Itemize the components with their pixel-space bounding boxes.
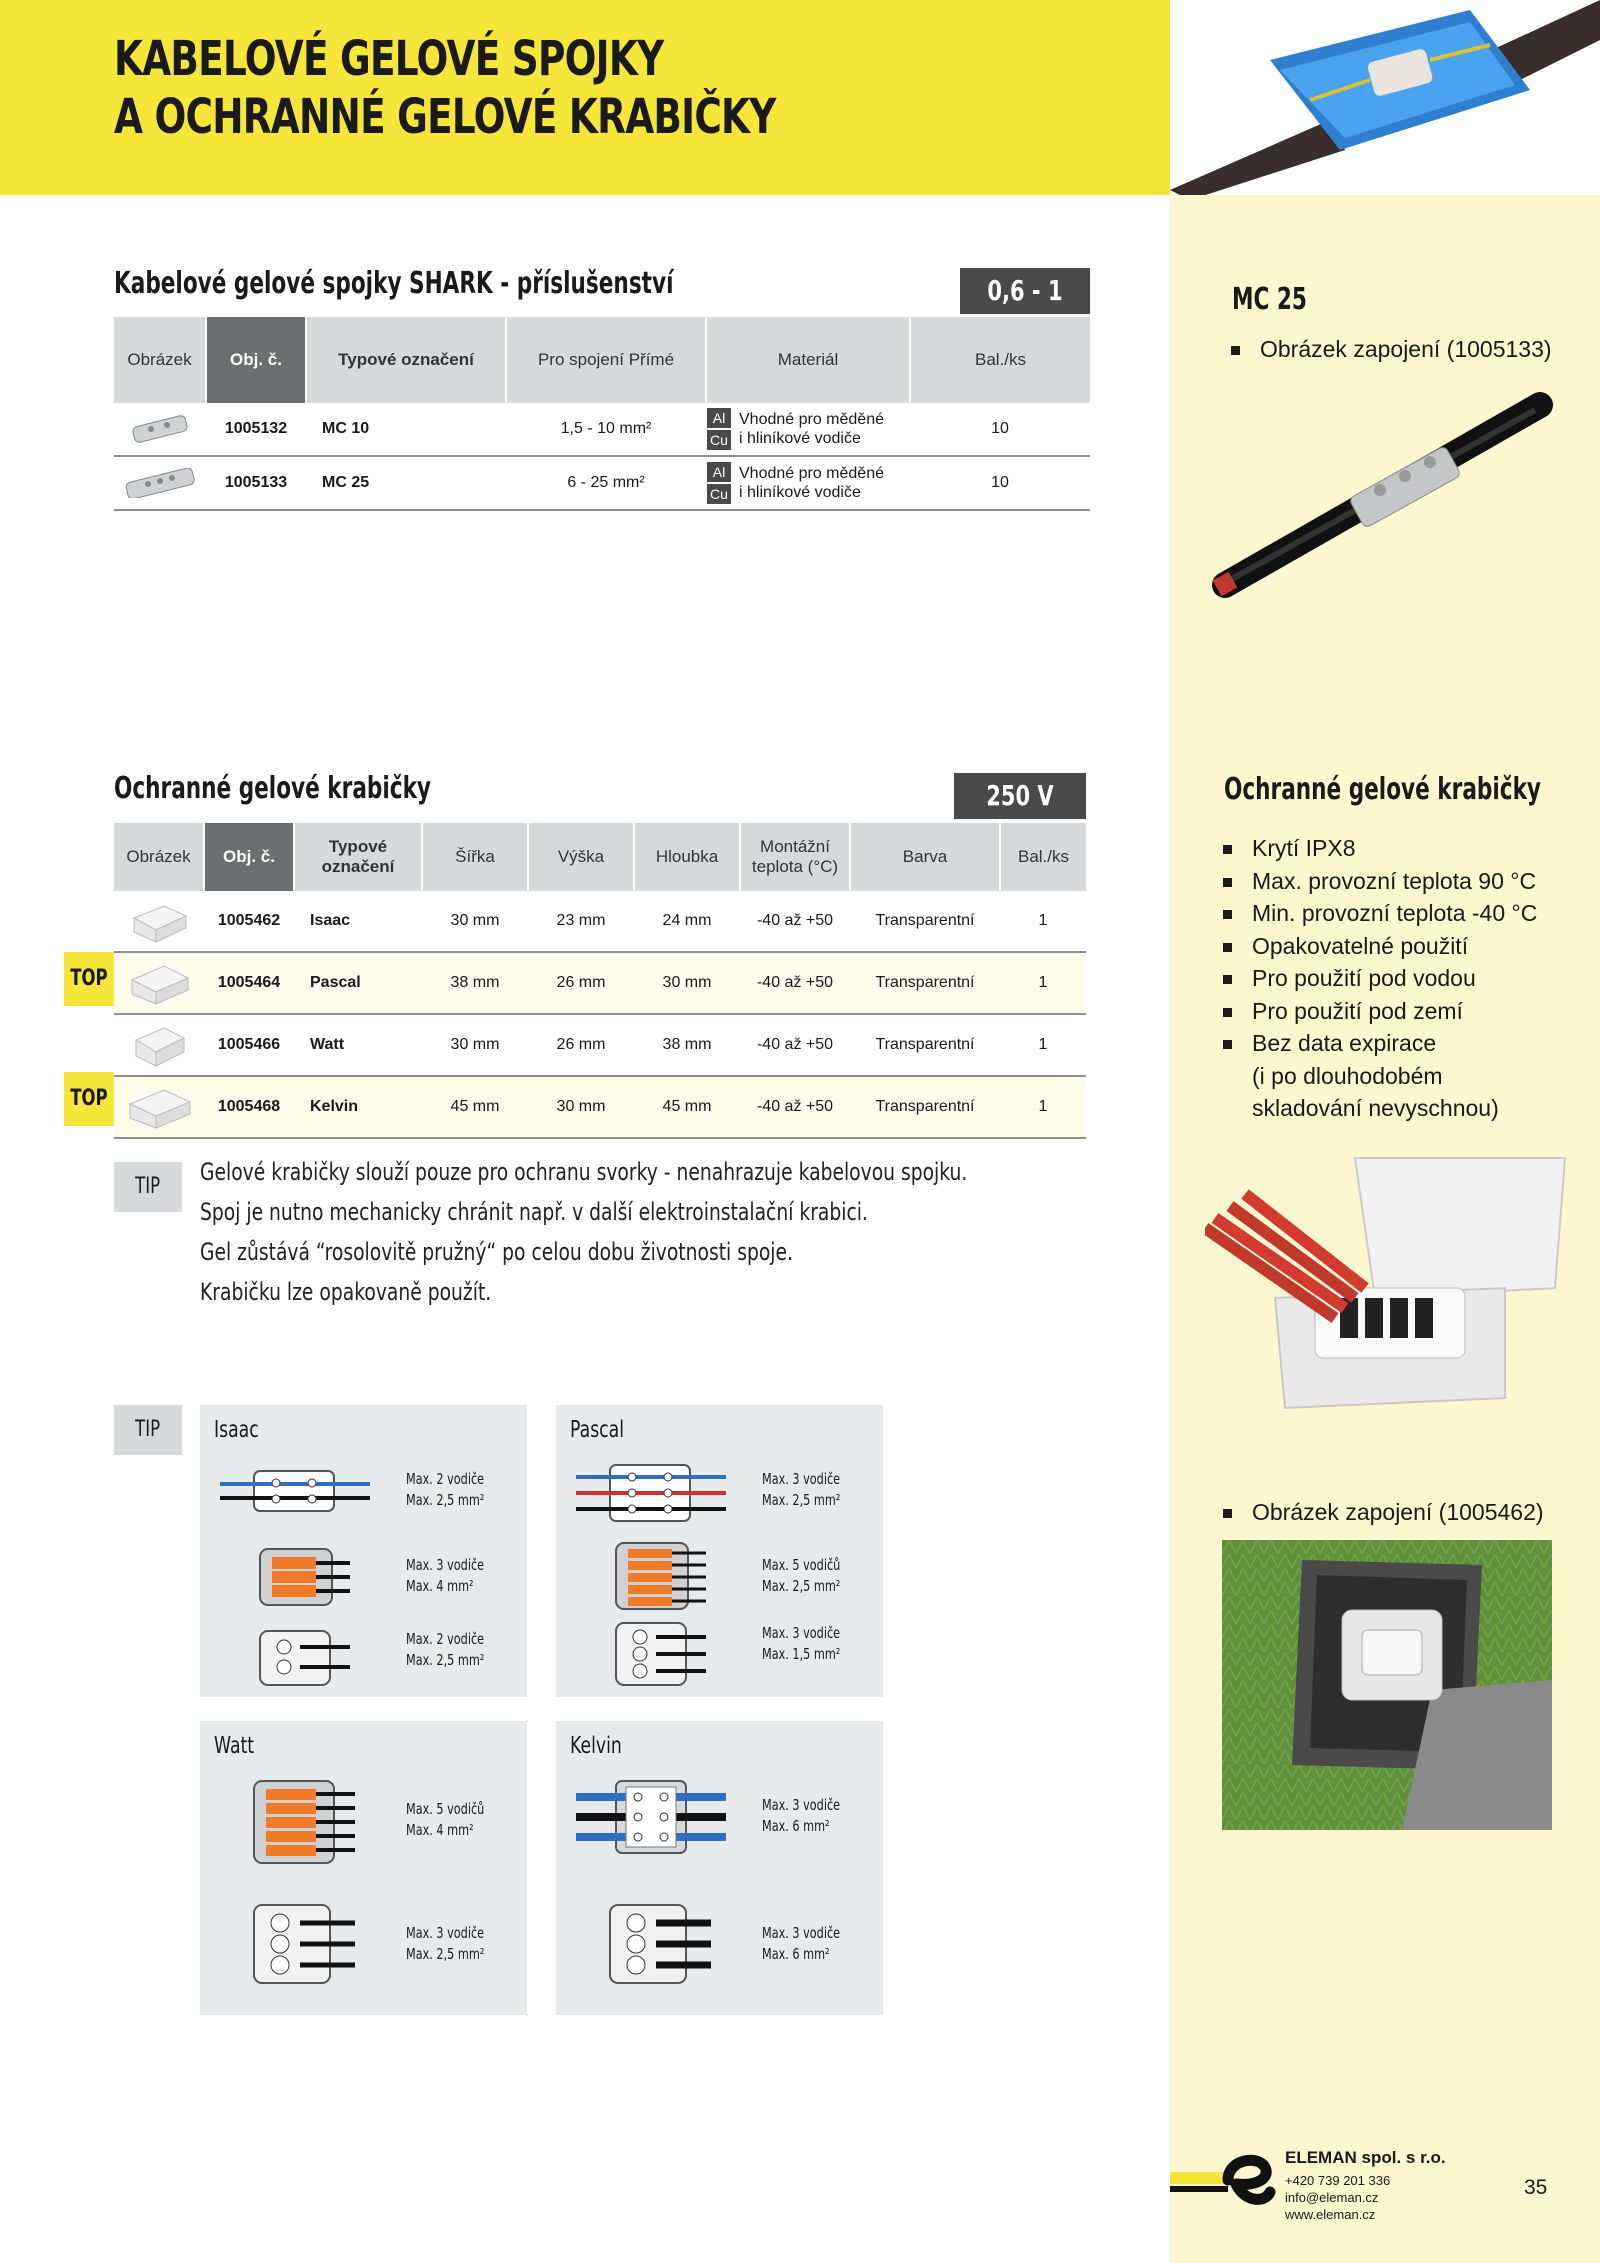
- col-header: Šířka: [422, 823, 528, 891]
- feature-item: Pro použití pod vodou: [1220, 962, 1537, 995]
- obj-number: 1005468: [204, 1076, 294, 1138]
- connector-3-wire-icon: [576, 1461, 726, 1525]
- width: 45 mm: [422, 1076, 528, 1138]
- range: 6 - 25 mm²: [506, 456, 706, 510]
- boxes-table: [114, 823, 1086, 1139]
- depth: 24 mm: [634, 891, 740, 952]
- wiring-option: [200, 1461, 527, 1541]
- sidebar-mc25-title: MC 25: [1232, 282, 1307, 317]
- temperature: -40 až +50: [740, 1014, 850, 1076]
- depth: 38 mm: [634, 1014, 740, 1076]
- al-badge: Al: [707, 408, 731, 428]
- temperature: -40 až +50: [740, 952, 850, 1014]
- panel-pascal: [556, 1405, 883, 1697]
- connector-3-wire-icon: [576, 1777, 726, 1857]
- sidebar-features-list: [1220, 832, 1537, 1125]
- tip-text: Gelové krabičky slouží pouze pro ochranu svorky - nenahrazuje kabelovou spojku. Spoj je nutno mechanicky chránit např. v další elektroinstalační krabici. Gel zůstává “rosolovitě pružný“ po celou dobu životnosti spoje. Krabičku lze opakovaně použít.: [200, 1158, 968, 1306]
- underground-installation-photo: [1222, 1540, 1552, 1830]
- wiring-caption: Max. 3 vodiče Max. 2,5 mm²: [762, 1470, 841, 1509]
- cu-badge: Cu: [707, 430, 731, 450]
- phone: +420 739 201 336: [1285, 2173, 1391, 2188]
- material: Al Cu Vhodné pro měděné i hliníkové vodiče: [706, 403, 910, 456]
- wiring-caption: Max. 5 vodičů Max. 2,5 mm²: [762, 1556, 841, 1595]
- pack: 10: [910, 456, 1090, 510]
- gel-box-icon: [124, 1020, 194, 1070]
- type-name: MC 25: [306, 456, 506, 510]
- mc25-connector-photo: [1210, 375, 1570, 605]
- table-header: [114, 317, 1090, 403]
- gel-box-photo: [1205, 1138, 1575, 1418]
- tip-label: TIP: [114, 1162, 182, 1212]
- type-name: Watt: [294, 1014, 422, 1076]
- gel-box-icon: [124, 958, 194, 1008]
- wiring-option: [556, 1621, 883, 1701]
- header-product-photo: [1170, 0, 1600, 195]
- pack: 1: [1000, 1014, 1086, 1076]
- depth: 30 mm: [634, 952, 740, 1014]
- col-header: Obrázek: [114, 823, 204, 891]
- type-name: Pascal: [294, 952, 422, 1014]
- col-header: Hloubka: [634, 823, 740, 891]
- product-thumb: [114, 952, 204, 1014]
- web-link[interactable]: www.eleman.cz: [1285, 2207, 1376, 2222]
- temperature: -40 až +50: [740, 1076, 850, 1138]
- panel-title: Pascal: [570, 1417, 625, 1443]
- wiring-option: [200, 1545, 527, 1625]
- table-row: [114, 952, 1086, 1014]
- obj-number: 1005462: [204, 891, 294, 952]
- feature-item: Opakovatelné použití: [1220, 930, 1537, 963]
- color: Transparentní: [850, 952, 1000, 1014]
- product-thumb: [114, 456, 206, 510]
- pack: 1: [1000, 891, 1086, 952]
- shark-voltage-badge: 0,6 - 1: [960, 268, 1090, 314]
- feature-item: Max. provozní teplota 90 °C: [1220, 865, 1537, 898]
- height: 23 mm: [528, 891, 634, 952]
- mc25-icon: [120, 468, 200, 498]
- col-header: Materiál: [706, 317, 910, 403]
- shark-table: [114, 317, 1090, 511]
- wiring-option: [200, 1627, 527, 1707]
- table-row: [114, 1076, 1086, 1138]
- tip-label: TIP: [114, 1405, 182, 1455]
- feature-item: Krytí IPX8: [1220, 832, 1537, 865]
- col-header: Bal./ks: [910, 317, 1090, 403]
- wiring-caption: Max. 2 vodiče Max. 2,5 mm²: [406, 1630, 485, 1669]
- height: 26 mm: [528, 1014, 634, 1076]
- feature-item-cont: (i po dlouhodobém: [1252, 1062, 1443, 1089]
- height: 30 mm: [528, 1076, 634, 1138]
- height: 26 mm: [528, 952, 634, 1014]
- material: Al Cu Vhodné pro měděné i hliníkové vodiče: [706, 456, 910, 510]
- type-name: MC 10: [306, 403, 506, 456]
- top-badge: TOP: [64, 1072, 114, 1126]
- table-row: [114, 1014, 1086, 1076]
- wiring-option: [556, 1777, 883, 1873]
- screw-connector-icon: [220, 1627, 370, 1689]
- pack: 10: [910, 403, 1090, 456]
- screw-connector-icon: [576, 1901, 726, 1987]
- feature-item: Bez data expirace: [1220, 1027, 1537, 1060]
- product-thumb: [114, 403, 206, 456]
- header-band: [0, 0, 1170, 195]
- color: Transparentní: [850, 891, 1000, 952]
- lever-connector-icon: [576, 1541, 726, 1611]
- col-header: Barva: [850, 823, 1000, 891]
- panel-title: Isaac: [214, 1417, 259, 1443]
- wiring-caption: Max. 3 vodiče Max. 2,5 mm²: [406, 1924, 485, 1963]
- connector-2-wire-icon: [220, 1461, 370, 1521]
- feature-item: Min. provozní teplota -40 °C: [1220, 897, 1537, 930]
- wiring-caption: Max. 3 vodiče Max. 6 mm²: [762, 1796, 841, 1835]
- feature-item-cont: skladování nevyschnou): [1252, 1095, 1499, 1121]
- panel-isaac: [200, 1405, 527, 1697]
- sidebar-boxes-title: Ochranné gelové krabičky: [1224, 772, 1542, 807]
- company-name: ELEMAN spol. s r.o.: [1285, 2148, 1446, 2167]
- lever-connector-icon: [220, 1545, 370, 1609]
- depth: 45 mm: [634, 1076, 740, 1138]
- type-name: Kelvin: [294, 1076, 422, 1138]
- obj-number: 1005133: [206, 456, 306, 510]
- gel-box-icon: [124, 1082, 194, 1132]
- company-contact: [1285, 2172, 1390, 2223]
- feature-item: Pro použití pod zemí: [1220, 995, 1537, 1028]
- al-badge: Al: [707, 462, 731, 482]
- lever-connector-icon: [220, 1777, 370, 1867]
- gel-joint-illustration: [1170, 0, 1600, 195]
- wiring-option: [556, 1461, 883, 1541]
- table-row: [114, 891, 1086, 952]
- color: Transparentní: [850, 1014, 1000, 1076]
- width: 30 mm: [422, 891, 528, 952]
- temperature: -40 až +50: [740, 891, 850, 952]
- screw-connector-icon: [220, 1901, 370, 1987]
- wiring-caption: Max. 2 vodiče Max. 2,5 mm²: [406, 1470, 485, 1509]
- wiring-option: [200, 1777, 527, 1873]
- screw-connector-icon: [576, 1621, 726, 1687]
- col-header: Obj. č.: [204, 823, 294, 891]
- wiring-caption: Max. 3 vodiče Max. 6 mm²: [762, 1924, 841, 1963]
- sidebar-photo-caption: [1220, 1496, 1544, 1529]
- col-header: Obj. č.: [206, 317, 306, 403]
- panel-watt: [200, 1721, 527, 2015]
- wiring-caption: Max. 5 vodičů Max. 4 mm²: [406, 1800, 485, 1839]
- width: 38 mm: [422, 952, 528, 1014]
- wiring-option: [200, 1901, 527, 1997]
- gel-box-icon: [124, 896, 194, 946]
- panel-kelvin: [556, 1721, 883, 2015]
- page-number: 35: [1524, 2176, 1548, 2199]
- product-thumb: [114, 1076, 204, 1138]
- col-header: Pro spojení Přímé: [506, 317, 706, 403]
- list-item: Obrázek zapojení (1005462): [1220, 1496, 1544, 1529]
- col-header: Bal./ks: [1000, 823, 1086, 891]
- wiring-option: [556, 1901, 883, 1997]
- col-header: Montážní teplota (°C): [740, 823, 850, 891]
- width: 30 mm: [422, 1014, 528, 1076]
- wiring-caption: Max. 3 vodiče Max. 4 mm²: [406, 1556, 485, 1595]
- wiring-caption: Max. 3 vodiče Max. 1,5 mm²: [762, 1624, 841, 1663]
- product-thumb: [114, 891, 204, 952]
- top-badge: TOP: [64, 952, 114, 1006]
- pack: 1: [1000, 1076, 1086, 1138]
- col-header: Výška: [528, 823, 634, 891]
- range: 1,5 - 10 mm²: [506, 403, 706, 456]
- pack: 1: [1000, 952, 1086, 1014]
- cu-badge: Cu: [707, 484, 731, 504]
- obj-number: 1005466: [204, 1014, 294, 1076]
- eleman-logo: [1170, 2140, 1280, 2220]
- obj-number: 1005464: [204, 952, 294, 1014]
- wiring-option: [556, 1541, 883, 1621]
- obj-number: 1005132: [206, 403, 306, 456]
- shark-section-title: Kabelové gelové spojky SHARK - příslušenství: [114, 266, 674, 301]
- product-thumb: [114, 1014, 204, 1076]
- col-header: Typové označení: [306, 317, 506, 403]
- panel-title: Kelvin: [570, 1733, 622, 1759]
- table-row: [114, 456, 1090, 510]
- mc10-icon: [125, 415, 195, 443]
- sidebar-mc25-list: [1228, 333, 1552, 366]
- table-row: [114, 403, 1090, 456]
- table-header: [114, 823, 1086, 891]
- page-title: KABELOVÉ GELOVÉ SPOJKY A OCHRANNÉ GELOVÉ KRABIČKY: [114, 31, 776, 145]
- col-header: Typové označení: [294, 823, 422, 891]
- boxes-voltage-badge: 250 V: [954, 773, 1086, 819]
- list-item: Obrázek zapojení (1005133): [1228, 333, 1552, 366]
- col-header: Obrázek: [114, 317, 206, 403]
- email-link[interactable]: info@eleman.cz: [1285, 2190, 1379, 2205]
- panel-title: Watt: [214, 1733, 255, 1759]
- color: Transparentní: [850, 1076, 1000, 1138]
- type-name: Isaac: [294, 891, 422, 952]
- boxes-section-title: Ochranné gelové krabičky: [114, 771, 432, 806]
